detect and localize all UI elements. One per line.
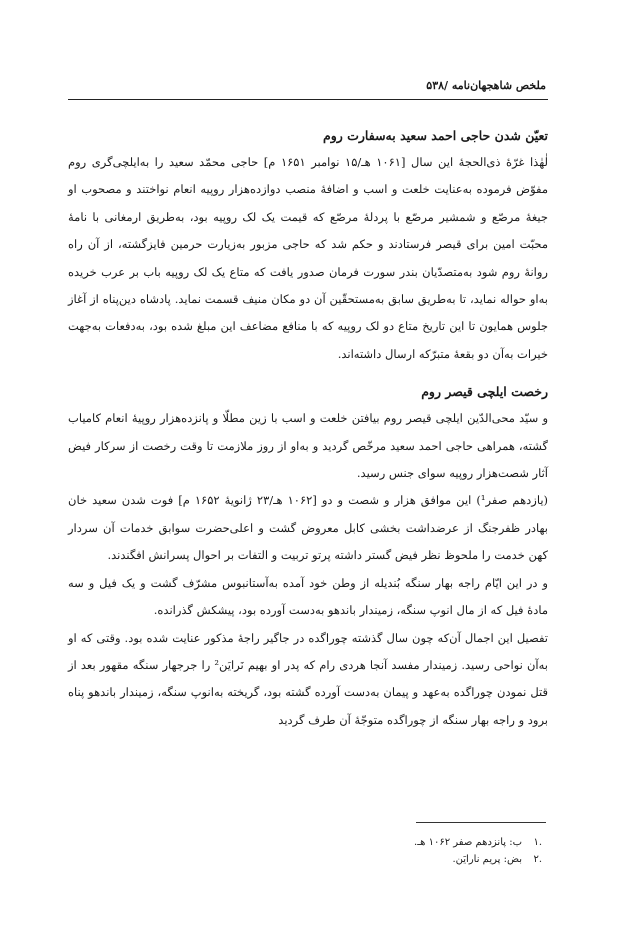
footnote-number: .۱ (533, 837, 542, 848)
section-title-ambassador: تعیّن شدن حاجی احمد سعید به‌سفارت روم (322, 128, 548, 143)
footnote-number: .۲ (533, 854, 542, 865)
main-text (68, 122, 548, 734)
section-gap (68, 368, 548, 378)
footnote (68, 834, 548, 851)
section-title-envoy-departure: رخصت ایلچی قیصر روم (421, 384, 548, 400)
footnote (68, 851, 548, 868)
paragraph: (یازدهم صفر¹) این موافق هزار و شصت و دو [۱۰۶۲ هـ/۲۳ ژانویهٔ ۱۶۵۲ م] فوت شدن سعید خان بهادر ظفرجنگ از عرضداشت بخشی کابل معروض گشت و اعلی‌حضرت سوابق خدمات آن سردار کهن خدمت را ملحوظ نظر فیض گستر داشته پرتو تربیت و التفات بر احوال پسرانش افگندند. (68, 493, 549, 563)
footnote-text: بض: پریم نارایَن. (452, 854, 522, 865)
footnote-text: ب: پانزدهم صفر ۱۰۶۲ هـ. (414, 837, 522, 848)
header-rule (68, 99, 548, 100)
paragraph: و در این ایّام راجه بهار سنگه بُندیله از وطن خود آمده به‌آستانبوس مشرّف گشت و یک فیل و سه مادهٔ فیل که از مال انوپ سنگه، زمیندار باندهو به‌دست آورده بود، پیشکش گذرانده. (68, 575, 548, 618)
footnotes (68, 834, 548, 868)
running-head: ملخص شاهجهان‌نامه /۵۳۸ (426, 79, 546, 92)
paragraph: تفصیل این اجمال آن‌که چون سال گذشته چوراگده در جاگیر راجهٔ مذکور عنایت شده بود. وقتی که او به‌آن نواحی رسید. زمیندار مفسد آنجا هردی رام که پدر او بهیم نَرایَن² را جرجهار سنگه مقهور بعد از قتل نمودن چوراگده به‌عهد و پیمان به‌دست آورده گشته بود، گریخته به‌انوپ سنگه، زمیندار باندهو پناه برود و راجه بهار سنگه از چوراگده متوجّهٔ آن طرف گردید (68, 630, 548, 727)
footnote-rule (416, 822, 546, 823)
paragraph: لٰهٰذا غرّهٔ ذی‌الحجهٔ این سال [۱۰۶۱ هـ/۱۵ نوامبر ۱۶۵۱ م] حاجی محمّد سعید را به‌ایلچی‌گری روم مفوّض فرموده به‌عنایت خلعت و اسب و اضافهٔ منصب دوازده‌هزار روپیه انعام نواختند و مصحوب او جیغهٔ مرصّع و شمشیر مرصّع با پردلهٔ مرصّع که قیمت یک لک روپیه بود، به‌طریق ارمغانی با نامهٔ محبّت امین برای قیصر فرستادند و حکم شد که حاجی مزبور به‌زیارت حرمین فایزگشته، از آن راه روانهٔ روم شود به‌متصدّیان بندر سورت فرمان صدور یافت که متاع یک لک روپیه باب بر عرب خریده به‌او حواله نماید، تا به‌طریق سابق به‌مستحقّین آن دو مکان منیف قسمت نماید. پادشاه دین‌پناه از آغاز جلوس همایون تا این تاریخ متاع دو لک روپیه که با منافع مضاعف این مبلغ شده بود، به‌دفعات به‌جهت خیرات به‌آن دو بقعهٔ متبرّکه ارسال داشته‌اند. (68, 155, 548, 361)
paragraph: و سیّد محی‌الدّین ایلچی قیصر روم بیافتن خلعت و اسب با زین مطلّا و پانزده‌هزار روپیهٔ انعام کامیاب گشته، همراهی حاجی احمد سعید مرخّص گردید و به‌او از روز ملازمت تا وقت رخصت از سرکار فیض آثار شصت‌هزار روپیه سوای جنس رسید. (68, 411, 548, 481)
